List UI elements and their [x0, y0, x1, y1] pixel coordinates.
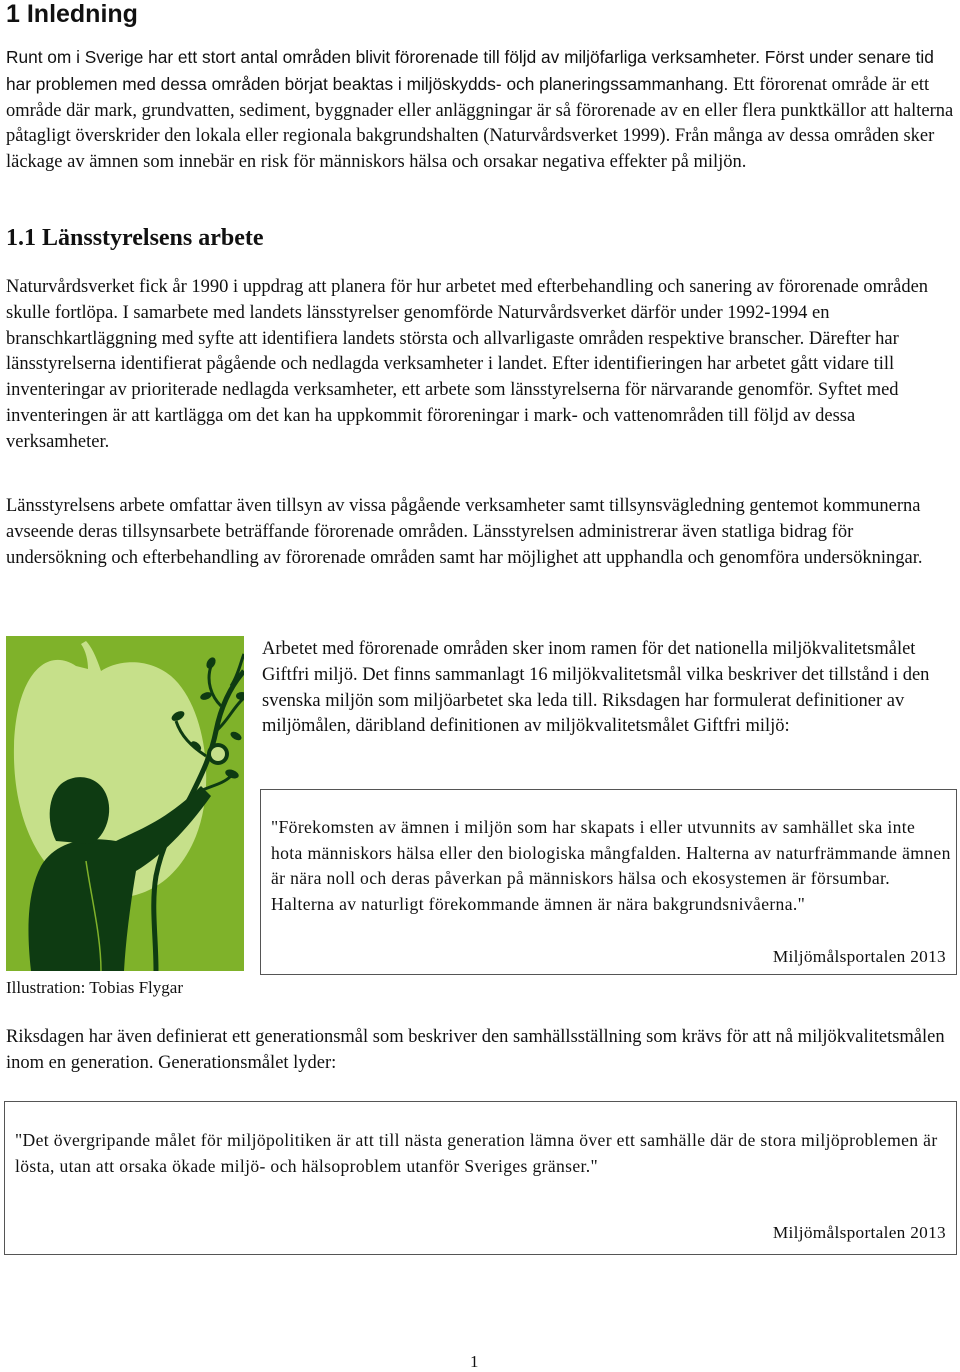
page-number: 1	[470, 1352, 479, 1371]
quote-source: Miljömålsportalen 2013	[772, 947, 946, 966]
quote-box-generationsmal	[4, 1101, 957, 1255]
section-paragraph-2: Länsstyrelsens arbete omfattar även tillsyn av vissa pågående verksamheter samt tillsynsvägledning gentemot kommunerna avseende deras tillsynsarbete beträffande förorenade områden. Länsstyrelsen administrerar även statliga bidrag för undersökning och efterbehandling av förorenade områden samt har möjlighet att upphandla och genomföra undersökningar.	[6, 496, 923, 568]
intro-paragraph	[6, 45, 956, 176]
section-paragraph-1: Naturvårdsverket fick år 1990 i uppdrag att planera för hur arbetet med efterbehandling och sanering av förorenade områden skulle fortlöpa. I samarbete med landets länsstyrelser genomförde Naturvårdsverket därför under 1992-1994 en branschkartläggning med syfte att identifiera landets största och allvarligaste områden respektive branscher. Därefter har länsstyrelserna identifierat pågående och nedlagda verksamheter i landet. Efter identifieringen har arbetet gått vidare till inventeringar av prioriterade nedlagda verksamheter, ett arbete som länsstyrelserna för närvarande genomför. Syftet med inventeringen är att kartlägga om det kan ha uppkommit föroreningar i mark- och vattenområden till följd av dessa verksamheter.	[6, 277, 929, 452]
quote-text: "Det övergripande målet för miljöpolitiken är att till nästa generation lämna över ett samhälle där de stora miljöproblemen är lösta, utan att orsaka ökade miljö- och hälsoproblem utanför Sveriges gränser."	[15, 1130, 938, 1176]
person-picking-apple-illustration	[6, 636, 244, 971]
illustration-caption: Illustration: Tobias Flygar	[6, 978, 183, 997]
intro-rest-text: Ett förorenat område är ett område där mark, grundvatten, sediment, byggnader eller anläggningar är så förorenade av en eller flera punktkällor att halterna påtagligt överskrider den lokala eller regionala bakgrundshalten (Naturvårdsverket 1999). Från många av dessa områden sker läckage av ämnen som innebär en risk för människors hälsa och orsakar negativa effekter på miljön.	[6, 74, 954, 173]
intro-lead-text: Runt om i Sverige har ett stort antal områden blivit förorenade till följd av miljöfarliga verksamheter. Först under senare tid har problemen med dessa områden börjat beaktas i miljöskydds- och planeringssammanhang.	[6, 47, 934, 94]
quote-text: "Förekomsten av ämnen i miljön som har skapats i eller utvunnits av samhället ska inte hota människors hälsa eller den biologiska mångfalden. Halterna av naturfrämmande ämnen är nära noll och deras påverkan på människors hälsa och ekosystemen är försumbar. Halterna av naturligt förekommande ämnen är nära bakgrundsnivåerna."	[271, 817, 951, 914]
chapter-heading: 1 Inledning	[6, 0, 138, 28]
quote-source: Miljömålsportalen 2013	[772, 1223, 946, 1242]
section-paragraph-3: Arbetet med förorenade områden sker inom ramen för det nationella miljökvalitetsmålet Giftfri miljö. Det finns sammanlagt 16 miljökvalitetsmål vilka beskriver det tillstånd i den svenska miljön som miljöarbetet ska leda till. Riksdagen har formulerat definitioner av miljömålen, däribland definitionen av miljökvalitetsmålet Giftfri miljö:	[262, 639, 930, 737]
section-paragraph-4: Riksdagen har även definierat ett generationsmål som beskriver den samhällsställning som krävs för att nå miljökvalitetsmålen inom en generation. Generationsmålet lyder:	[6, 1027, 945, 1073]
section-heading: 1.1 Länsstyrelsens arbete	[6, 225, 264, 251]
quote-box-giftfri-miljo	[260, 789, 957, 975]
